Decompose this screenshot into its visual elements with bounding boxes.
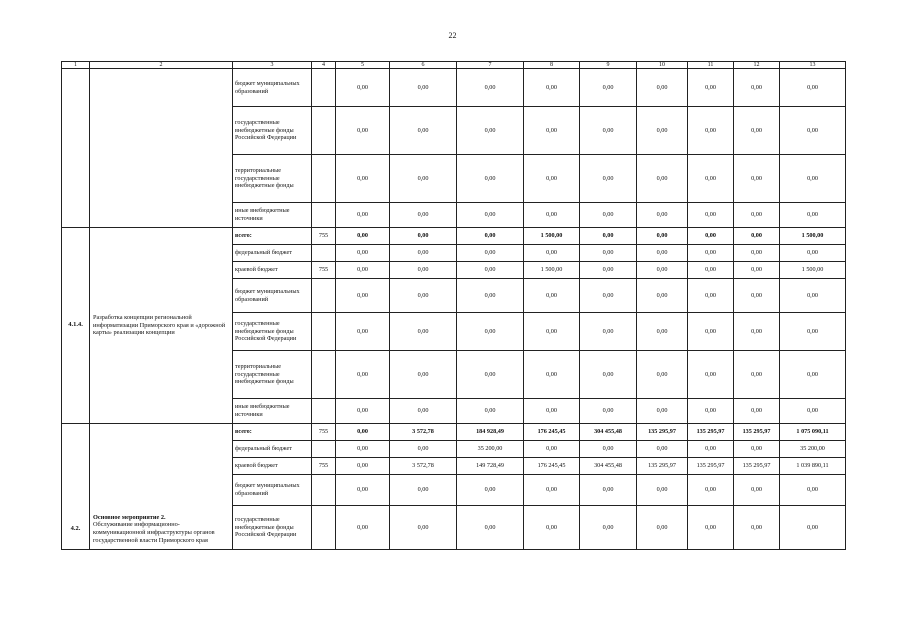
value-cell: 0,00 <box>734 506 780 550</box>
value-cell: 0,00 <box>336 203 390 228</box>
value-cell: 0,00 <box>734 228 780 245</box>
funding-source: бюджет муниципальных образований <box>233 475 312 506</box>
page-number: 22 <box>448 31 457 40</box>
value-cell: 0,00 <box>637 203 688 228</box>
value-cell: 0,00 <box>524 245 580 262</box>
value-cell: 0,00 <box>390 313 457 351</box>
value-cell: 0,00 <box>390 506 457 550</box>
value-cell: 0,00 <box>336 69 390 107</box>
value-cell: 0,00 <box>780 475 846 506</box>
funding-source: бюджет муниципальных образований <box>233 69 312 107</box>
value-cell: 0,00 <box>637 351 688 399</box>
value-cell: 0,00 <box>390 69 457 107</box>
value-cell: 0,00 <box>336 475 390 506</box>
value-cell: 0,00 <box>390 203 457 228</box>
value-cell: 0,00 <box>688 475 734 506</box>
value-cell: 0,00 <box>524 203 580 228</box>
value-cell: 0,00 <box>688 506 734 550</box>
value-cell: 0,00 <box>637 155 688 203</box>
value-cell: 0,00 <box>457 203 524 228</box>
code-cell <box>312 441 336 458</box>
item-description-text: Обслуживание информационно-коммуникационной инфраструктуры органов государственной власти Приморского края <box>93 521 215 545</box>
item-description <box>90 424 233 550</box>
value-cell: 0,00 <box>457 506 524 550</box>
item-description: Разработка концепции региональной информатизации Приморского края и «дорожной карты» реализации концепции <box>90 228 233 424</box>
column-number-9: 9 <box>580 62 637 69</box>
value-cell: 0,00 <box>734 203 780 228</box>
value-cell: 0,00 <box>734 399 780 424</box>
code-cell <box>312 313 336 351</box>
value-cell: 0,00 <box>390 107 457 155</box>
value-cell: 0,00 <box>336 351 390 399</box>
funding-source: иные внебюджетные источники <box>233 203 312 228</box>
value-cell: 0,00 <box>637 69 688 107</box>
value-cell: 0,00 <box>336 155 390 203</box>
value-cell: 0,00 <box>390 155 457 203</box>
value-cell: 0,00 <box>336 424 390 441</box>
funding-source: федеральный бюджет <box>233 441 312 458</box>
value-cell: 304 455,48 <box>580 458 637 475</box>
value-cell: 0,00 <box>780 203 846 228</box>
value-cell: 0,00 <box>524 279 580 313</box>
value-cell: 0,00 <box>637 441 688 458</box>
value-cell: 0,00 <box>524 351 580 399</box>
value-cell: 135 295,97 <box>637 424 688 441</box>
value-cell: 0,00 <box>734 313 780 351</box>
code-cell <box>312 279 336 313</box>
value-cell: 0,00 <box>457 69 524 107</box>
value-cell: 0,00 <box>336 245 390 262</box>
value-cell: 0,00 <box>580 279 637 313</box>
value-cell: 0,00 <box>780 351 846 399</box>
funding-source: краевой бюджет <box>233 458 312 475</box>
value-cell: 0,00 <box>390 279 457 313</box>
funding-source: государственные внебюджетные фонды Российской Федерации <box>233 107 312 155</box>
value-cell: 0,00 <box>734 107 780 155</box>
value-cell: 0,00 <box>524 399 580 424</box>
value-cell: 0,00 <box>688 69 734 107</box>
value-cell: 1 075 090,11 <box>780 424 846 441</box>
value-cell: 0,00 <box>734 155 780 203</box>
value-cell: 0,00 <box>390 228 457 245</box>
value-cell: 0,00 <box>734 441 780 458</box>
value-cell: 1 039 890,11 <box>780 458 846 475</box>
value-cell: 0,00 <box>780 107 846 155</box>
value-cell: 0,00 <box>336 262 390 279</box>
value-cell: 0,00 <box>637 506 688 550</box>
header-row <box>62 62 846 69</box>
value-cell: 0,00 <box>637 475 688 506</box>
value-cell: 0,00 <box>336 313 390 351</box>
value-cell: 0,00 <box>336 458 390 475</box>
value-cell: 0,00 <box>780 69 846 107</box>
value-cell: 0,00 <box>457 107 524 155</box>
value-cell: 0,00 <box>390 441 457 458</box>
code-cell <box>312 69 336 107</box>
code-cell <box>312 351 336 399</box>
funding-source: государственные внебюджетные фонды Российской Федерации <box>233 506 312 550</box>
column-number-8: 8 <box>524 62 580 69</box>
funding-source: государственные внебюджетные фонды Российской Федерации <box>233 313 312 351</box>
value-cell: 0,00 <box>780 279 846 313</box>
value-cell: 0,00 <box>457 351 524 399</box>
value-cell: 0,00 <box>336 506 390 550</box>
value-cell: 0,00 <box>524 107 580 155</box>
column-number-11: 11 <box>688 62 734 69</box>
column-number-13: 13 <box>780 62 846 69</box>
column-number-6: 6 <box>390 62 457 69</box>
value-cell: 1 500,00 <box>780 228 846 245</box>
value-cell: 0,00 <box>390 262 457 279</box>
value-cell: 0,00 <box>580 475 637 506</box>
value-cell: 1 500,00 <box>780 262 846 279</box>
table-row <box>62 69 846 107</box>
value-cell: 0,00 <box>734 69 780 107</box>
value-cell: 0,00 <box>457 475 524 506</box>
value-cell: 0,00 <box>637 399 688 424</box>
value-cell: 0,00 <box>580 203 637 228</box>
value-cell: 0,00 <box>688 351 734 399</box>
value-cell: 0,00 <box>688 279 734 313</box>
value-cell: 0,00 <box>390 475 457 506</box>
value-cell: 0,00 <box>524 506 580 550</box>
value-cell: 176 245,45 <box>524 458 580 475</box>
value-cell: 0,00 <box>580 107 637 155</box>
budget-table <box>61 61 846 550</box>
value-cell: 0,00 <box>734 245 780 262</box>
value-cell: 184 928,49 <box>457 424 524 441</box>
value-cell: 149 728,49 <box>457 458 524 475</box>
code-cell <box>312 475 336 506</box>
value-cell: 0,00 <box>390 351 457 399</box>
value-cell: 0,00 <box>780 245 846 262</box>
value-cell: 0,00 <box>688 399 734 424</box>
value-cell: 0,00 <box>637 228 688 245</box>
value-cell: 0,00 <box>336 399 390 424</box>
value-cell: 0,00 <box>524 69 580 107</box>
value-cell: 1 500,00 <box>524 228 580 245</box>
empty-code-cell <box>62 69 90 228</box>
value-cell: 0,00 <box>688 262 734 279</box>
code-cell: 755 <box>312 424 336 441</box>
value-cell: 0,00 <box>457 228 524 245</box>
value-cell: 0,00 <box>637 262 688 279</box>
table-row <box>62 424 846 441</box>
value-cell: 0,00 <box>688 441 734 458</box>
value-cell: 0,00 <box>637 313 688 351</box>
value-cell: 0,00 <box>637 107 688 155</box>
value-cell: 0,00 <box>457 279 524 313</box>
value-cell: 0,00 <box>390 245 457 262</box>
value-cell: 0,00 <box>688 228 734 245</box>
value-cell: 0,00 <box>688 155 734 203</box>
value-cell: 0,00 <box>336 441 390 458</box>
value-cell: 0,00 <box>524 441 580 458</box>
value-cell: 0,00 <box>688 313 734 351</box>
value-cell: 135 295,97 <box>734 424 780 441</box>
value-cell: 0,00 <box>457 313 524 351</box>
value-cell: 0,00 <box>580 228 637 245</box>
value-cell: 0,00 <box>457 245 524 262</box>
item-code: 4.2. <box>62 424 90 550</box>
value-cell: 3 572,78 <box>390 424 457 441</box>
value-cell: 0,00 <box>637 279 688 313</box>
code-cell: 755 <box>312 262 336 279</box>
column-number-7: 7 <box>457 62 524 69</box>
code-cell <box>312 155 336 203</box>
value-cell: 135 295,97 <box>637 458 688 475</box>
value-cell: 135 295,97 <box>734 458 780 475</box>
column-number-3: 3 <box>233 62 312 69</box>
value-cell: 3 572,78 <box>390 458 457 475</box>
code-cell <box>312 506 336 550</box>
value-cell: 0,00 <box>336 107 390 155</box>
value-cell: 0,00 <box>524 155 580 203</box>
column-number-10: 10 <box>637 62 688 69</box>
code-cell <box>312 245 336 262</box>
value-cell: 0,00 <box>524 313 580 351</box>
value-cell: 0,00 <box>780 506 846 550</box>
funding-source: всего: <box>233 424 312 441</box>
value-cell: 0,00 <box>580 262 637 279</box>
code-cell: 755 <box>312 458 336 475</box>
value-cell: 0,00 <box>580 351 637 399</box>
empty-description-cell <box>90 69 233 228</box>
value-cell: 304 455,48 <box>580 424 637 441</box>
value-cell: 0,00 <box>688 107 734 155</box>
value-cell: 0,00 <box>688 245 734 262</box>
column-number-2: 2 <box>90 62 233 69</box>
column-number-4: 4 <box>312 62 336 69</box>
code-cell: 755 <box>312 228 336 245</box>
value-cell: 0,00 <box>336 228 390 245</box>
code-cell <box>312 203 336 228</box>
value-cell: 35 200,00 <box>780 441 846 458</box>
item-title: Основное мероприятие 2. <box>93 513 166 521</box>
value-cell: 0,00 <box>457 155 524 203</box>
column-number-5: 5 <box>336 62 390 69</box>
value-cell: 0,00 <box>780 313 846 351</box>
funding-source: территориальные государственные внебюджетные фонды <box>233 351 312 399</box>
code-cell <box>312 107 336 155</box>
value-cell: 0,00 <box>637 245 688 262</box>
value-cell: 0,00 <box>524 475 580 506</box>
value-cell: 0,00 <box>580 245 637 262</box>
table-row <box>62 228 846 245</box>
value-cell: 0,00 <box>390 399 457 424</box>
funding-source: федеральный бюджет <box>233 245 312 262</box>
funding-source: всего: <box>233 228 312 245</box>
value-cell: 0,00 <box>688 203 734 228</box>
item-code: 4.1.4. <box>62 228 90 424</box>
value-cell: 135 295,97 <box>688 458 734 475</box>
column-number-12: 12 <box>734 62 780 69</box>
value-cell: 0,00 <box>580 441 637 458</box>
value-cell: 0,00 <box>780 155 846 203</box>
funding-source: территориальные государственные внебюджетные фонды <box>233 155 312 203</box>
code-cell <box>312 399 336 424</box>
value-cell: 0,00 <box>734 475 780 506</box>
value-cell: 0,00 <box>580 69 637 107</box>
value-cell: 176 245,45 <box>524 424 580 441</box>
value-cell: 135 295,97 <box>688 424 734 441</box>
value-cell: 0,00 <box>734 279 780 313</box>
value-cell: 0,00 <box>580 313 637 351</box>
value-cell: 1 500,00 <box>524 262 580 279</box>
value-cell: 0,00 <box>336 279 390 313</box>
funding-source: бюджет муниципальных образований <box>233 279 312 313</box>
value-cell: 0,00 <box>734 262 780 279</box>
value-cell: 0,00 <box>580 155 637 203</box>
value-cell: 0,00 <box>457 262 524 279</box>
value-cell: 0,00 <box>734 351 780 399</box>
value-cell: 0,00 <box>780 399 846 424</box>
funding-source: краевой бюджет <box>233 262 312 279</box>
value-cell: 35 200,00 <box>457 441 524 458</box>
funding-source: иные внебюджетные источники <box>233 399 312 424</box>
value-cell: 0,00 <box>457 399 524 424</box>
value-cell: 0,00 <box>580 399 637 424</box>
column-number-1: 1 <box>62 62 90 69</box>
value-cell: 0,00 <box>580 506 637 550</box>
